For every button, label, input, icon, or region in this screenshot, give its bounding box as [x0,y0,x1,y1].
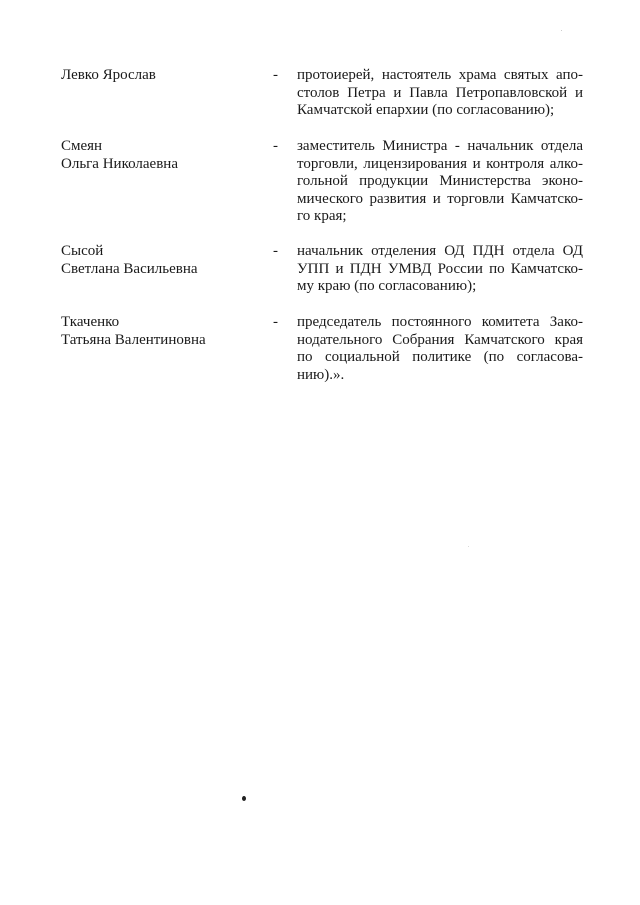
role-line: по социальной политике (по согласова- [297,349,583,366]
member-name: Ткаченко Татьяна Валентиновна [61,314,206,348]
role-line: Камчатской епархии (по согласованию); [297,102,555,119]
member-name: Левко Ярослав [61,67,156,83]
role-line: мического развития и торговли Камчатско- [297,190,583,207]
member-name: Сысой Светлана Васильевна [61,243,198,277]
role-line: столов Петра и Павла Петропавловской и [297,84,583,101]
role-line: торговли, лицензирования и контроля алко- [297,155,583,172]
role-line: го края; [297,208,347,225]
scan-speck [561,30,562,31]
role-line: начальник отделения ОД ПДН отдела ОД [297,243,583,259]
role-line: нию).». [297,366,345,383]
role-line: председатель постоянного комитета Зако- [297,314,583,330]
scan-speck [242,796,246,801]
member-role [297,243,583,296]
scan-speck [468,546,469,547]
member-role [297,314,583,384]
role-line: протоиерей, настоятель храма святых апо- [297,67,583,83]
member-role [297,138,583,226]
member-name: Смеян Ольга Николаевна [61,138,178,172]
role-line: нодательного Собрания Камчатского края [297,331,583,348]
role-line: му краю (по согласованию); [297,278,477,295]
separator-dash: - [273,138,278,154]
separator-dash: - [273,67,278,83]
separator-dash: - [273,314,278,330]
separator-dash: - [273,243,278,259]
role-line: гольной продукции Министерства эконо- [297,173,583,190]
member-role [297,67,583,120]
role-line: УПП и ПДН УМВД России по Камчатско- [297,260,583,277]
role-line: заместитель Министра - начальник отдела [297,138,583,154]
